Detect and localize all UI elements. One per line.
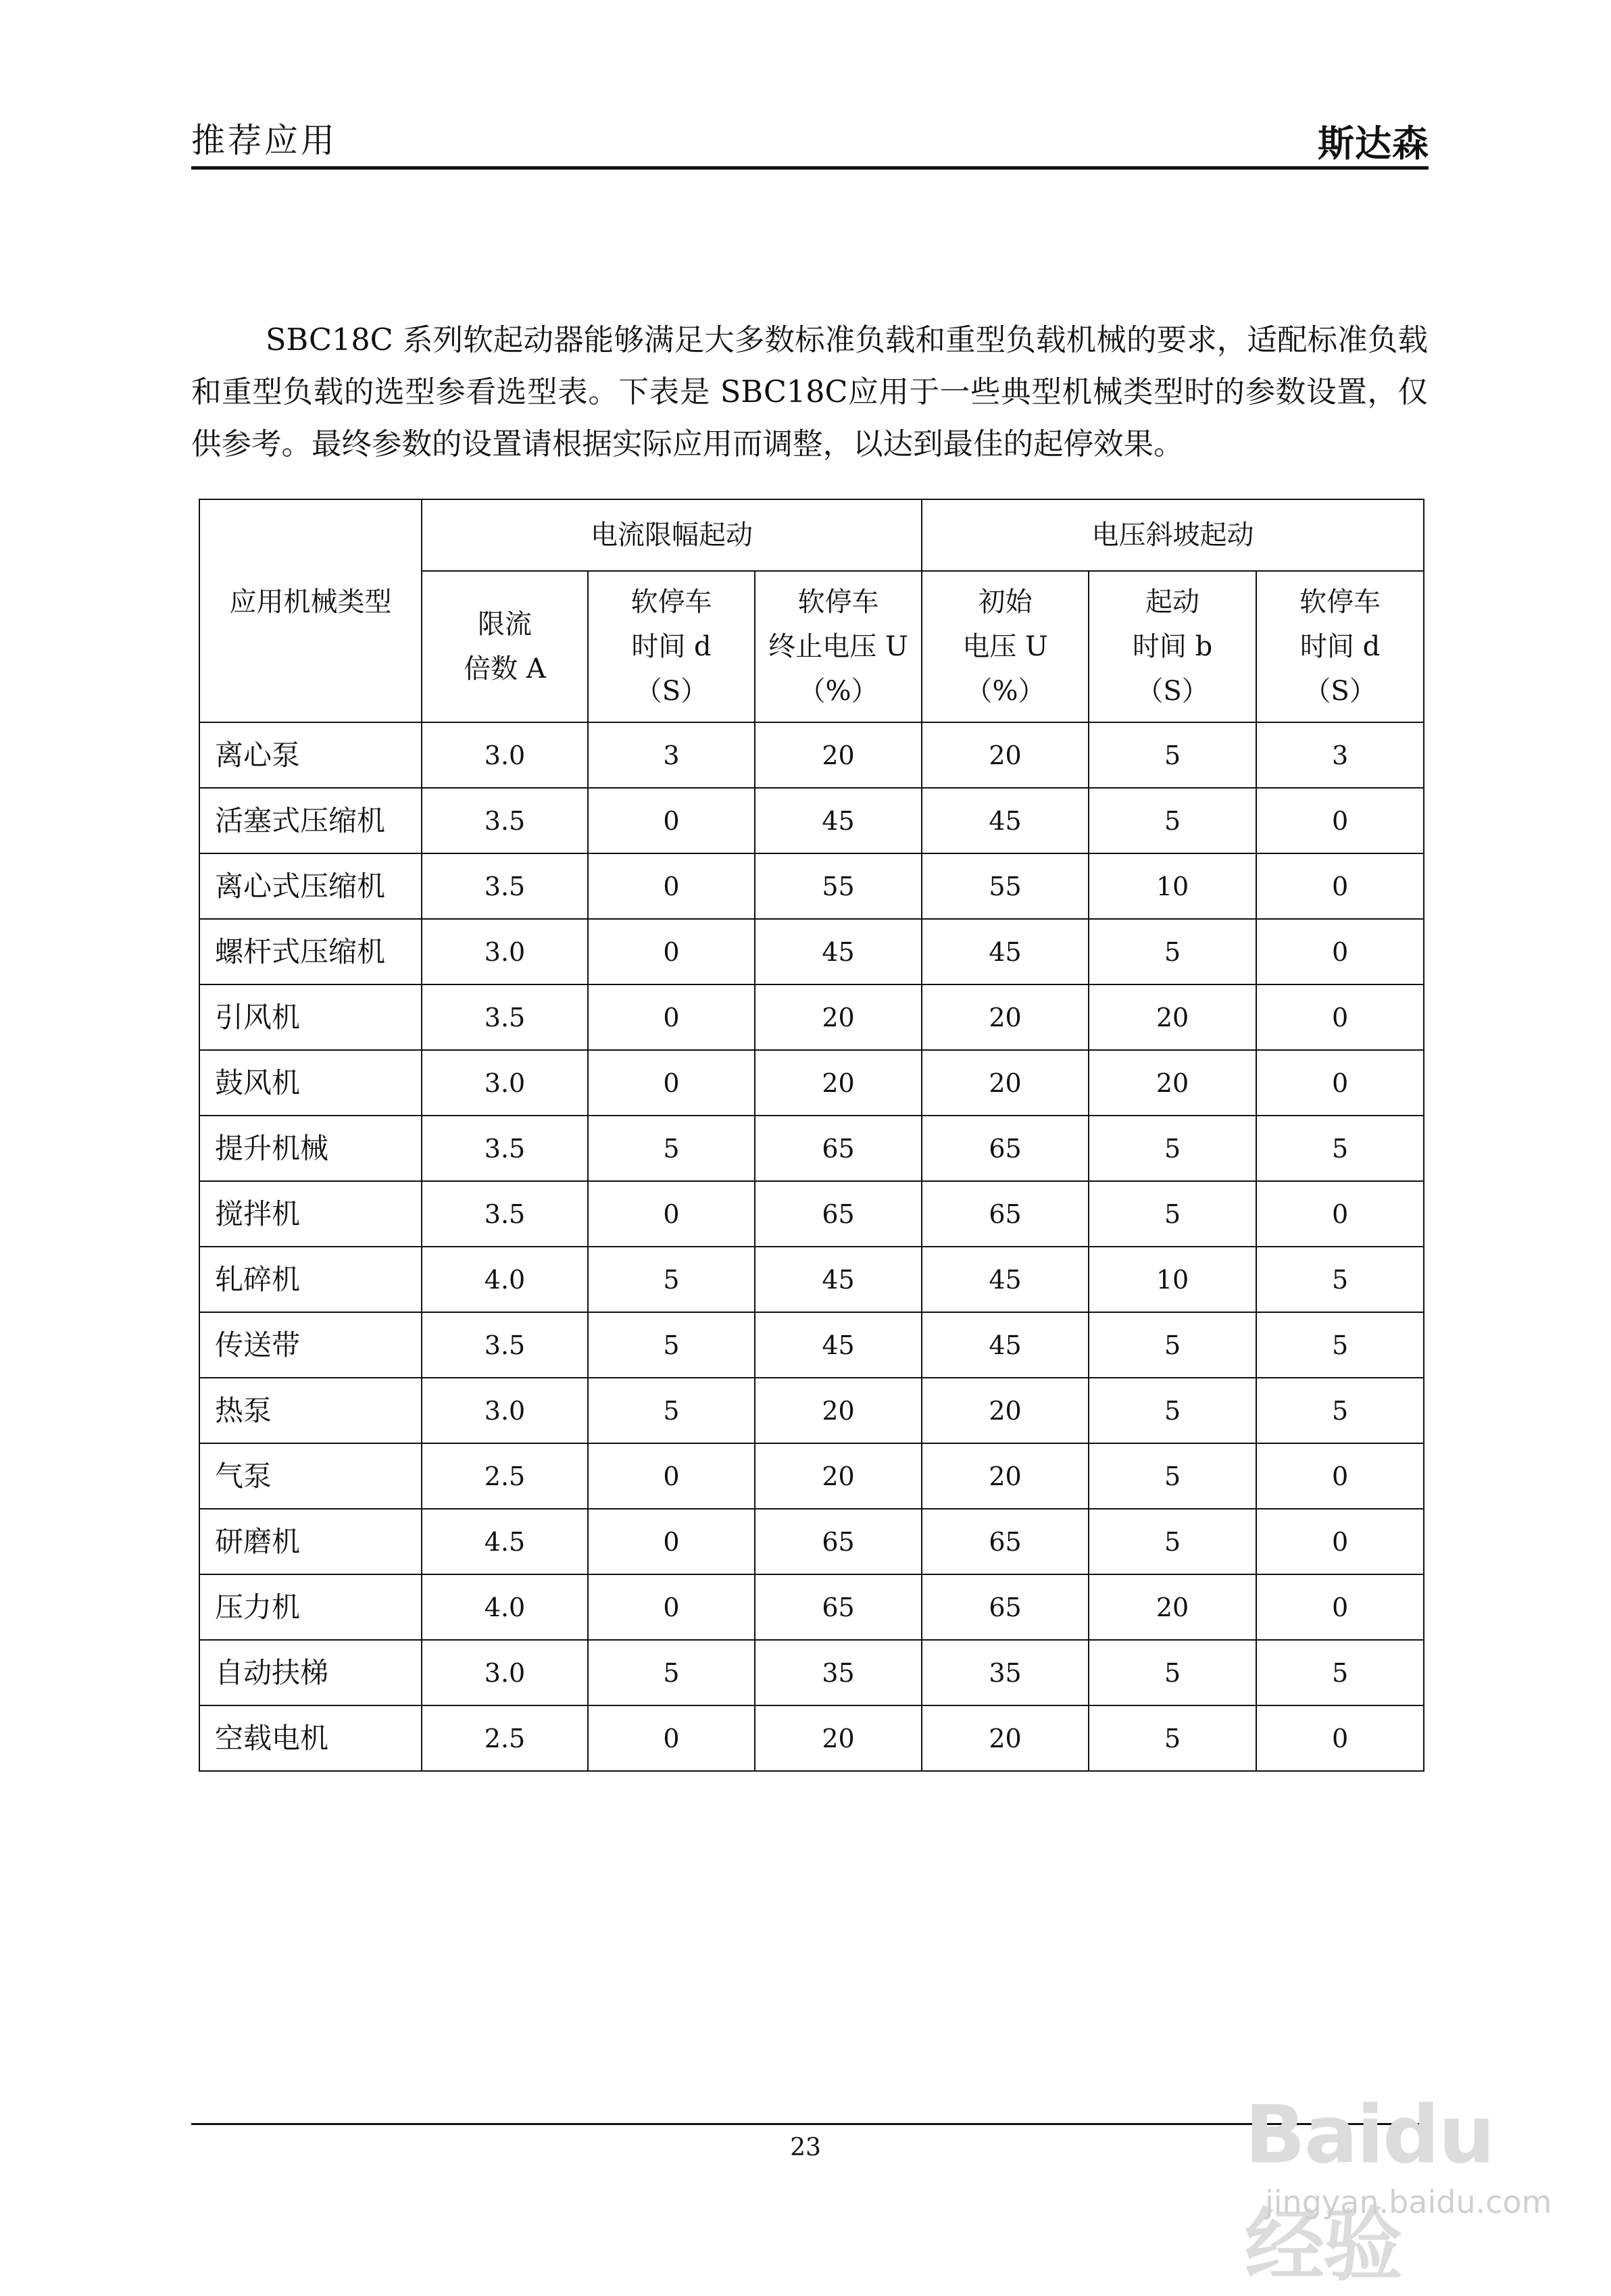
sub-header-line: 时间 b — [1132, 631, 1213, 662]
value-cell: 20 — [755, 722, 922, 788]
sub-header-5 — [1256, 571, 1424, 722]
sub-header-line: 起动 — [1145, 587, 1200, 618]
value-cell: 4.5 — [422, 1509, 588, 1574]
value-cell: 0 — [588, 853, 755, 919]
value-cell: 0 — [1256, 1181, 1424, 1247]
group-header-current-limit: 电流限幅起动 — [422, 499, 922, 571]
machine-type-cell: 传送带 — [199, 1312, 422, 1378]
value-cell: 0 — [588, 1574, 755, 1640]
machine-type-cell: 活塞式压缩机 — [199, 788, 422, 853]
value-cell: 65 — [755, 1181, 922, 1247]
value-cell: 3.5 — [422, 1181, 588, 1247]
table-row — [199, 788, 1424, 853]
value-cell: 45 — [755, 919, 922, 984]
sub-header-line: 软停车 — [630, 587, 712, 618]
sub-header-3 — [922, 571, 1089, 722]
value-cell: 5 — [588, 1116, 755, 1181]
value-cell: 0 — [1256, 1574, 1424, 1640]
table-group-header-row — [199, 499, 1424, 571]
sub-header-1 — [588, 571, 755, 722]
brand-name: 斯达森 — [1318, 122, 1429, 165]
value-cell: 35 — [755, 1640, 922, 1705]
value-cell: 5 — [1089, 1443, 1256, 1509]
table-row — [199, 919, 1424, 984]
value-cell: 3.5 — [422, 853, 588, 919]
value-cell: 20 — [922, 1378, 1089, 1443]
table-row — [199, 1574, 1424, 1640]
table-row — [199, 853, 1424, 919]
value-cell: 45 — [922, 919, 1089, 984]
value-cell: 5 — [1089, 1640, 1256, 1705]
value-cell: 0 — [1256, 1705, 1424, 1771]
sub-header-4 — [1089, 571, 1256, 722]
value-cell: 5 — [1089, 1705, 1256, 1771]
value-cell: 4.0 — [422, 1574, 588, 1640]
parameter-table — [199, 499, 1424, 1772]
table-corner-header: 应用机械类型 — [199, 499, 422, 722]
sub-header-line: 软停车 — [797, 587, 879, 618]
value-cell: 3.0 — [422, 1050, 588, 1116]
value-cell: 0 — [1256, 984, 1424, 1050]
sub-header-line: 初始 — [978, 587, 1033, 618]
value-cell: 0 — [1256, 1509, 1424, 1574]
value-cell: 0 — [588, 788, 755, 853]
sub-header-line: 时间 d — [1299, 631, 1381, 662]
value-cell: 65 — [922, 1116, 1089, 1181]
brand-logo — [1318, 115, 1429, 167]
table-row — [199, 1640, 1424, 1705]
value-cell: 3.0 — [422, 919, 588, 984]
value-cell: 3 — [588, 722, 755, 788]
value-cell: 5 — [1256, 1312, 1424, 1378]
value-cell: 5 — [1256, 1116, 1424, 1181]
value-cell: 0 — [1256, 1050, 1424, 1116]
page-number: 23 — [790, 2134, 821, 2162]
machine-type-cell: 离心泵 — [199, 722, 422, 788]
sub-header-line: （S） — [635, 676, 708, 707]
sub-header-line: 时间 d — [631, 631, 712, 662]
sub-header-2 — [755, 571, 922, 722]
table-row — [199, 1509, 1424, 1574]
value-cell: 5 — [588, 1247, 755, 1312]
value-cell: 5 — [1256, 1640, 1424, 1705]
value-cell: 5 — [1256, 1378, 1424, 1443]
value-cell: 0 — [1256, 853, 1424, 919]
value-cell: 10 — [1089, 853, 1256, 919]
value-cell: 20 — [1089, 1050, 1256, 1116]
machine-type-cell: 气泵 — [199, 1443, 422, 1509]
value-cell: 45 — [755, 1247, 922, 1312]
footer-divider — [191, 2123, 1429, 2125]
value-cell: 0 — [588, 919, 755, 984]
value-cell: 0 — [588, 984, 755, 1050]
value-cell: 65 — [755, 1116, 922, 1181]
value-cell: 5 — [1089, 1509, 1256, 1574]
value-cell: 20 — [755, 1378, 922, 1443]
group-header-voltage-ramp: 电压斜坡起动 — [922, 499, 1424, 571]
value-cell: 2.5 — [422, 1443, 588, 1509]
value-cell: 3.0 — [422, 722, 588, 788]
table-row — [199, 984, 1424, 1050]
header-divider — [191, 166, 1429, 170]
value-cell: 5 — [588, 1640, 755, 1705]
value-cell: 45 — [922, 788, 1089, 853]
table-row — [199, 1116, 1424, 1181]
machine-type-cell: 热泵 — [199, 1378, 422, 1443]
table-row — [199, 1181, 1424, 1247]
value-cell: 3.5 — [422, 1116, 588, 1181]
value-cell: 5 — [1256, 1247, 1424, 1312]
sub-header-line: 电压 U — [962, 631, 1048, 662]
machine-type-cell: 空载电机 — [199, 1705, 422, 1771]
value-cell: 20 — [755, 1443, 922, 1509]
sub-header-line: （S） — [1136, 676, 1209, 707]
value-cell: 5 — [1089, 1378, 1256, 1443]
value-cell: 0 — [1256, 919, 1424, 984]
table-row — [199, 1247, 1424, 1312]
machine-type-cell: 离心式压缩机 — [199, 853, 422, 919]
value-cell: 45 — [755, 1312, 922, 1378]
sub-header-line: （%） — [798, 676, 878, 707]
table-row — [199, 1443, 1424, 1509]
value-cell: 45 — [755, 788, 922, 853]
machine-type-cell: 搅拌机 — [199, 1181, 422, 1247]
sub-header-line: （S） — [1304, 676, 1377, 707]
value-cell: 20 — [922, 984, 1089, 1050]
machine-type-cell: 螺杆式压缩机 — [199, 919, 422, 984]
watermark — [1245, 2041, 1556, 2292]
value-cell: 45 — [922, 1312, 1089, 1378]
value-cell: 65 — [755, 1509, 922, 1574]
header-title: 推荐应用 — [191, 121, 337, 160]
value-cell: 3.5 — [422, 1312, 588, 1378]
value-cell: 5 — [1089, 1312, 1256, 1378]
value-cell: 3.0 — [422, 1378, 588, 1443]
value-cell: 20 — [755, 1705, 922, 1771]
value-cell: 20 — [755, 1050, 922, 1116]
value-cell: 20 — [922, 722, 1089, 788]
value-cell: 5 — [588, 1312, 755, 1378]
value-cell: 3.5 — [422, 788, 588, 853]
value-cell: 65 — [922, 1509, 1089, 1574]
value-cell: 2.5 — [422, 1705, 588, 1771]
value-cell: 45 — [922, 1247, 1089, 1312]
sub-header-0 — [422, 571, 588, 722]
value-cell: 5 — [1089, 722, 1256, 788]
value-cell: 5 — [1089, 788, 1256, 853]
table-row — [199, 1312, 1424, 1378]
value-cell: 5 — [1089, 1116, 1256, 1181]
value-cell: 3 — [1256, 722, 1424, 788]
value-cell: 3.0 — [422, 1640, 588, 1705]
machine-type-cell: 引风机 — [199, 984, 422, 1050]
value-cell: 20 — [922, 1705, 1089, 1771]
value-cell: 65 — [922, 1574, 1089, 1640]
machine-type-cell: 轧碎机 — [199, 1247, 422, 1312]
value-cell: 3.5 — [422, 984, 588, 1050]
value-cell: 0 — [588, 1443, 755, 1509]
watermark-brand: Baidu经验 — [1245, 2088, 1494, 2292]
value-cell: 55 — [922, 853, 1089, 919]
table-row — [199, 722, 1424, 788]
intro-paragraph: SBC18C 系列软起动器能够满足大多数标准负载和重型负载机械的要求，适配标准负载和重型负载的选型参看选型表。下表是 SBC18C应用于一些典型机械类型时的参数设置，仅供参考。最终参数的设置请根据实际应用而调整，以达到最佳的起停效果。 — [191, 322, 1428, 461]
value-cell: 5 — [588, 1378, 755, 1443]
machine-type-cell: 压力机 — [199, 1574, 422, 1640]
watermark-url: jingyan.baidu.com — [1265, 2184, 1552, 2220]
value-cell: 35 — [922, 1640, 1089, 1705]
value-cell: 0 — [588, 1509, 755, 1574]
machine-type-cell: 研磨机 — [199, 1509, 422, 1574]
sub-header-line: 终止电压 U — [768, 631, 908, 662]
value-cell: 20 — [1089, 984, 1256, 1050]
table-row — [199, 1705, 1424, 1771]
machine-type-cell: 鼓风机 — [199, 1050, 422, 1116]
value-cell: 0 — [1256, 1443, 1424, 1509]
value-cell: 55 — [755, 853, 922, 919]
machine-type-cell: 自动扶梯 — [199, 1640, 422, 1705]
table-row — [199, 1050, 1424, 1116]
value-cell: 65 — [922, 1181, 1089, 1247]
value-cell: 0 — [588, 1705, 755, 1771]
sub-header-line: 倍数 A — [464, 653, 546, 684]
value-cell: 5 — [1089, 1181, 1256, 1247]
value-cell: 10 — [1089, 1247, 1256, 1312]
value-cell: 5 — [1089, 919, 1256, 984]
value-cell: 20 — [922, 1050, 1089, 1116]
value-cell: 20 — [755, 984, 922, 1050]
value-cell: 0 — [588, 1181, 755, 1247]
value-cell: 0 — [1256, 788, 1424, 853]
value-cell: 20 — [922, 1443, 1089, 1509]
value-cell: 20 — [1089, 1574, 1256, 1640]
table-row — [199, 1378, 1424, 1443]
sub-header-line: 限流 — [478, 609, 532, 640]
machine-type-cell: 提升机械 — [199, 1116, 422, 1181]
sub-header-line: （%） — [965, 676, 1045, 707]
value-cell: 0 — [588, 1050, 755, 1116]
value-cell: 4.0 — [422, 1247, 588, 1312]
sub-header-line: 软停车 — [1299, 587, 1381, 618]
value-cell: 65 — [755, 1574, 922, 1640]
